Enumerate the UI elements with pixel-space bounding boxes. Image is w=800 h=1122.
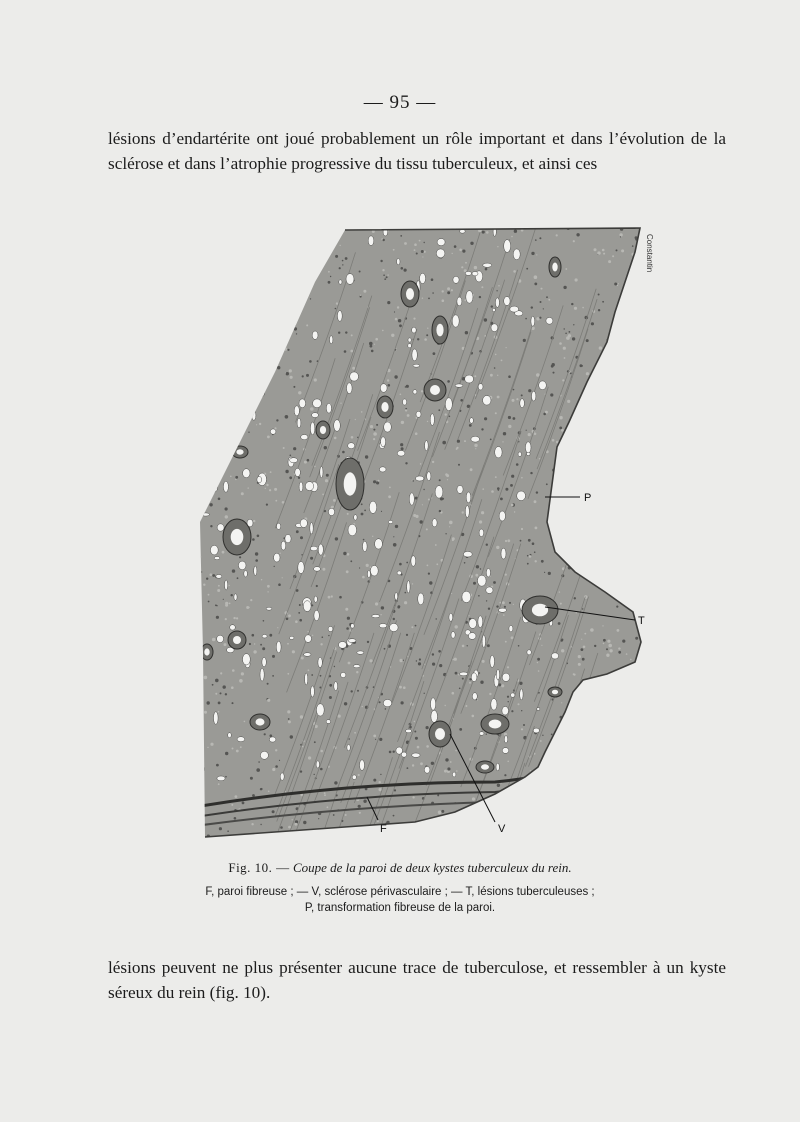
artist-signature: Constantin bbox=[645, 234, 654, 273]
label-p: P bbox=[584, 492, 592, 504]
figure-legend-line-1: F, paroi fibreuse ; — V, sclérose périvasculaire ; — T, lésions tuberculeuses ; bbox=[205, 886, 595, 898]
figure-caption bbox=[0, 860, 800, 876]
label-f: F bbox=[380, 823, 387, 835]
tissue-section bbox=[195, 222, 655, 847]
figure-caption-text: Coupe de la paroi de deux kystes tuberculeux du rein. bbox=[292, 860, 572, 875]
histology-figure bbox=[195, 222, 655, 847]
figure-legend bbox=[0, 884, 800, 916]
label-t: T bbox=[638, 615, 645, 627]
figure-caption-label: Fig. 10. — bbox=[228, 860, 290, 875]
bottom-paragraph: lésions peuvent ne plus présenter aucune trace de tuberculose, et ressembler à un kyste séreux du rein (fig. 10). bbox=[108, 958, 726, 1002]
page-number: — 95 — bbox=[363, 92, 437, 113]
label-v: V bbox=[498, 823, 506, 835]
tissue-section-illustration bbox=[195, 222, 655, 847]
top-paragraph: lésions d’endartérite ont joué probablement un rôle important et dans l’évolution de la sclérose et dans l’atrophie progressive du tissu tuberculeux, et ainsi ces bbox=[108, 129, 726, 173]
figure-legend-line-2: P, transformation fibreuse de la paroi. bbox=[304, 902, 496, 914]
